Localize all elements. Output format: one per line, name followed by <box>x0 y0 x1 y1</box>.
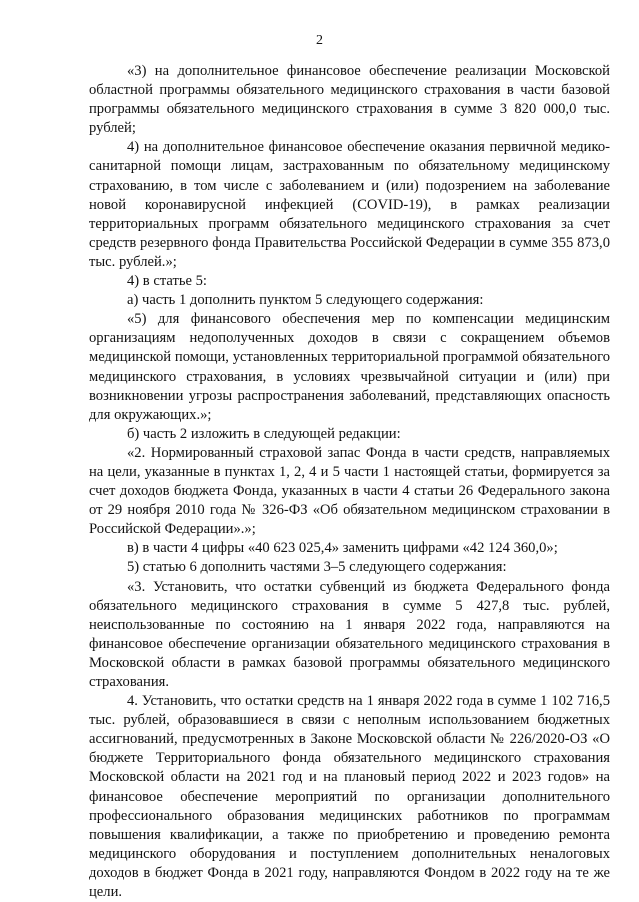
paragraph-item-4-covid: 4) на дополнительное финансовое обеспечение оказания первичной медико-санитарной помощи лицам, застрахованным по обязательному медицинскому страхованию, в том числе с заболеванием и (или) подозрением на заболевание новой коронавирусной инфекцией (COVID-19), в рамках реализации территориальных программ обязательного медицинского страхования за счет средств резервного фонда Правительства Российской Федерации в сумме 355 873,0 тыс. рублей.»; <box>89 139 610 270</box>
paragraph-funds-balance: 4. Установить, что остатки средств на 1 января 2022 года в сумме 1 102 716,5 тыс. рублей, образовавшиеся в связи с неполным использованием бюджетных ассигнований, предусмотренных в Законе Московской области № 226/2020-ОЗ «О бюджете Территориального фонда обязательного медицинского страхования Московской области на 2021 год и на плановый период 2022 и 2023 годов» на финансовое обеспечение мероприятий по организации дополнительного профессионального образования медицинских работников по программам повышения квалификации, а также по приобретению и проведению ремонта медицинского оборудования и поступлением дополнительных неналоговых доходов в бюджет Фонда в 2021 году, направляются Фондом в 2022 году на те же цели. <box>89 693 610 901</box>
paragraph-part-2-edit: б) часть 2 изложить в следующей редакции: <box>127 425 401 442</box>
paragraph-insurance-reserve: «2. Нормированный страховой запас Фонда в части средств, направляемых на цели, указанные в пунктах 1, 2, 4 и 5 части 1 настоящей статьи, формируется за счет доходов бюджета Фонда, указанных в части 4 статьи 26 Федерального закона от 29 ноября 2010 года № 326-ФЗ «Об обязательном медицинском страховании в Российской Федерации».»; <box>89 444 610 538</box>
paragraph-part-4-figures: в) в части 4 цифры «40 623 025,4» заменить цифрами «42 124 360,0»; <box>127 540 558 557</box>
paragraph-article-5: 4) в статье 5: <box>127 273 207 290</box>
paragraph-item-5-compensation: «5) для финансового обеспечения мер по компенсации медицинским организациям недополученных доходов в связи с сокращением объемов медицинской помощи, установленных территориальной программой обязательного медицинского страхования, в условиях чрезвычайной ситуации и (или) при возникновении угрозы распространения заболеваний, представляющих опасность для окружающих.»; <box>89 311 610 423</box>
paragraph-item-3-amount: «3) на дополнительное финансовое обеспечение реализации Московской областной программы обязательного медицинского страхования в части базовой программы обязательного медицинского страхования в сумме 3 820 000,0 тыс. рублей; <box>89 63 610 137</box>
paragraph-article-6: 5) статью 6 дополнить частями 3–5 следующего содержания: <box>127 559 507 576</box>
paragraph-subventions-balance: «3. Установить, что остатки субвенций из бюджета Федерального фонда обязательного медицинского страхования в сумме 5 427,8 тыс. рублей, неиспользованные по состоянию на 1 января 2022 года, направляются на финансовое обеспечение организации обязательного медицинского страхования в Московской области в рамках базовой программы обязательного медицинского страхования. <box>89 578 610 690</box>
document-body <box>89 62 610 902</box>
paragraph-part-1-add: а) часть 1 дополнить пунктом 5 следующего содержания: <box>127 292 484 309</box>
page-number: 2 <box>316 33 323 48</box>
